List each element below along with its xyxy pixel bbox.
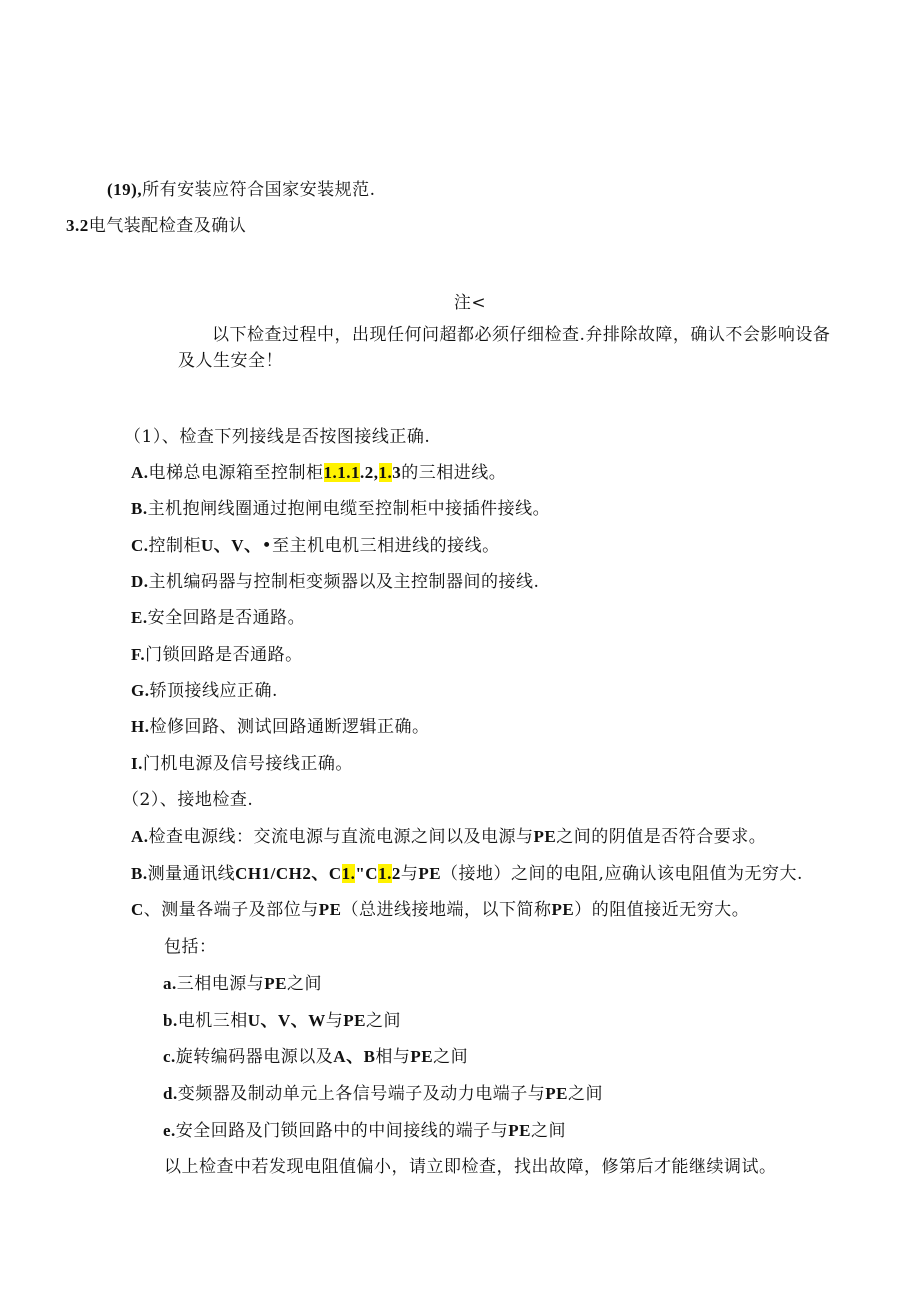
- highlighted-code: 1.1.1: [323, 463, 361, 482]
- pe-label: PE: [551, 900, 575, 919]
- pe-label: PE: [418, 864, 442, 883]
- item-text: 安全回路是否通路。: [147, 608, 306, 628]
- part2-item-a: [131, 825, 766, 849]
- highlighted-code: 1.: [378, 463, 393, 482]
- part1-item-b: [131, 497, 550, 521]
- item-text: 检修回路、测试回路通断逻辑正确。: [149, 717, 430, 737]
- sub-text: 旋转编码器电源以及: [175, 1047, 334, 1067]
- item-text: •至主机电机三相进线的接线。: [261, 536, 500, 556]
- code-text: .2,: [360, 463, 379, 482]
- sub-item-a: [163, 972, 322, 996]
- intro-number: (19),: [107, 180, 143, 199]
- sub-item-d: [163, 1082, 603, 1106]
- code-text: 3: [392, 463, 402, 482]
- item-text: ）的阻值接近无穷大。: [574, 900, 750, 920]
- item-text: 门锁回路是否通路。: [145, 645, 303, 665]
- sub-text: 之间: [531, 1121, 567, 1141]
- sub-text: 相与: [375, 1047, 411, 1067]
- sub-item-e: [163, 1119, 566, 1143]
- part1-item-g: [131, 679, 278, 703]
- item-text: 门机电源及信号接线正确。: [142, 754, 353, 774]
- sub-text: 之间: [286, 974, 322, 994]
- sub-letter: a.: [163, 974, 177, 993]
- part1-number: （1）: [124, 427, 162, 447]
- item-letter: I.: [131, 754, 143, 773]
- item-text: 主机编码器与控制柜变频器以及主控制器间的接线.: [148, 572, 540, 592]
- item-letter: B.: [131, 499, 148, 518]
- sub-text: 之间: [567, 1084, 603, 1104]
- item-text: 电梯总电源箱至控制柜: [148, 463, 324, 483]
- sub-text: 安全回路及门锁回路中的中间接线的端子与: [175, 1121, 509, 1141]
- channel-codes: 2: [391, 864, 401, 883]
- item-text: 主机抱闸线圈通过抱闸电缆至控制柜中接插件接线。: [147, 499, 551, 519]
- phase-labels: U、V、: [201, 536, 262, 555]
- sub-text: 之间: [433, 1047, 469, 1067]
- item-letter: H.: [131, 717, 150, 736]
- sub-text: 与: [325, 1011, 344, 1031]
- sub-text: 电机三相: [177, 1011, 248, 1031]
- pe-label: PE: [410, 1047, 434, 1066]
- item-letter: C: [131, 900, 144, 919]
- item-letter: C.: [131, 536, 149, 555]
- pe-label: PE: [508, 1121, 532, 1140]
- highlighted-code: 1.: [341, 864, 356, 883]
- part1-item-c: [131, 534, 500, 558]
- notice-line-1: 以下检查过程中，出现任何问超都必须仔细检查.弁排除故障，确认不会影响设备: [212, 325, 831, 345]
- sub-text: 变频器及制动单元上各信号端子及动力电端子与: [177, 1084, 546, 1104]
- highlighted-code: 1.: [378, 864, 392, 883]
- part1-item-i: [131, 752, 353, 776]
- part1-heading: [124, 425, 430, 449]
- item-letter: D.: [131, 572, 149, 591]
- section-heading: [66, 214, 246, 238]
- phase-labels: U、V、W: [247, 1011, 326, 1030]
- phase-labels: A、B: [333, 1047, 376, 1066]
- item-letter: B.: [131, 864, 148, 883]
- sub-item-b: [163, 1009, 401, 1033]
- intro-text: 所有安装应符合国家安装规范.: [142, 180, 376, 200]
- channel-codes: CH1/CH2、C: [235, 864, 342, 883]
- item-letter: A.: [131, 827, 149, 846]
- part2-heading: [122, 788, 253, 812]
- part1-text: 、检查下列接线是否按图接线正确.: [161, 427, 431, 447]
- item-text: 与: [400, 864, 419, 884]
- section-number: 3.2: [66, 216, 89, 235]
- pe-label: PE: [545, 1084, 568, 1103]
- item-text: 测量通讯线: [147, 864, 236, 884]
- part2-number: （2）: [122, 790, 160, 810]
- intro-line: [107, 178, 375, 202]
- include-label: 包括：: [164, 937, 217, 957]
- channel-codes: "C: [355, 864, 379, 883]
- section-title: 电气装配检查及确认: [88, 216, 247, 236]
- part1-item-d: [131, 570, 539, 594]
- sub-letter: e.: [163, 1121, 176, 1140]
- closing-note: 以上检查中若发现电阻值偏小，请立即检查，找出故障，修第后才能继续调试。: [164, 1157, 777, 1177]
- item-text: （接地）之间的电阻,应确认该电阻值为无穷大.: [441, 864, 803, 884]
- item-text: 的三相进线。: [401, 463, 507, 483]
- pe-label: PE: [533, 827, 557, 846]
- item-text: 控制柜: [148, 536, 202, 556]
- part2-text: 、接地检查.: [159, 790, 254, 810]
- item-text: 、测量各端子及部位与: [143, 900, 319, 920]
- part2-item-c: [131, 898, 749, 922]
- item-text: 轿顶接线应正确.: [149, 681, 278, 701]
- part1-item-a: [131, 461, 506, 485]
- part1-item-h: [131, 715, 429, 739]
- sub-item-c: [163, 1045, 468, 1069]
- notice-title: 注<: [453, 293, 487, 313]
- item-letter: A.: [131, 463, 149, 482]
- part1-item-e: [131, 606, 305, 630]
- pe-label: PE: [318, 900, 342, 919]
- pe-label: PE: [343, 1011, 367, 1030]
- sub-letter: d.: [163, 1084, 178, 1103]
- item-text: （总进线接地端，以下简称: [341, 900, 552, 920]
- sub-letter: c.: [163, 1047, 176, 1066]
- item-text: 检查电源线：交流电源与直流电源之间以及电源与: [148, 827, 534, 847]
- notice-line-2: 及人生安全！: [178, 351, 283, 371]
- part1-item-f: [131, 643, 303, 667]
- part2-item-b: [131, 862, 803, 886]
- item-text: 之间的阴值是否符合要求。: [556, 827, 767, 847]
- pe-label: PE: [264, 974, 287, 993]
- item-letter: E.: [131, 608, 148, 627]
- item-letter: F.: [131, 645, 146, 664]
- sub-text: 三相电源与: [176, 974, 265, 994]
- sub-text: 之间: [366, 1011, 402, 1031]
- sub-letter: b.: [163, 1011, 178, 1030]
- item-letter: G.: [131, 681, 150, 700]
